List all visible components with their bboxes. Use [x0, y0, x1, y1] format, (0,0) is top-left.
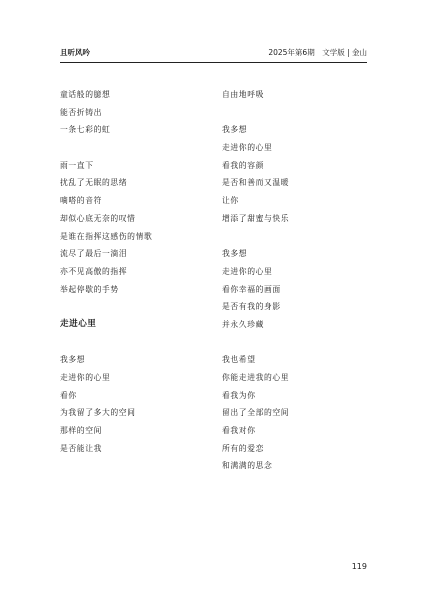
poem-line: 留出了全部的空间 — [222, 408, 290, 418]
poem-line: 为我留了多大的空间 — [60, 408, 136, 418]
stanza-spacer — [60, 298, 210, 316]
running-header — [60, 44, 367, 60]
poem-line: 走进你的心里 — [222, 143, 273, 153]
section-name: 且听风吟 — [60, 47, 90, 57]
poem-stanza — [222, 121, 372, 227]
left-column — [60, 86, 210, 457]
poem-line: 走进你的心里 — [222, 266, 273, 276]
poem-line: 举起停歇的手势 — [60, 284, 119, 294]
poem-line: 是否和善而又温暖 — [222, 178, 290, 188]
poem-line: 一条七彩的虹 — [60, 125, 111, 135]
stanza-spacer — [60, 139, 210, 157]
poem-line: 能否折铸出 — [60, 107, 102, 117]
stanza-spacer — [222, 104, 372, 122]
poem-stanza — [222, 351, 372, 475]
poem-line: 增添了甜蜜与快乐 — [222, 213, 290, 223]
poem-line: 嘀嗒的音符 — [60, 196, 102, 206]
page-number: 119 — [351, 562, 367, 571]
poem-line: 自由地呼吸 — [222, 90, 264, 99]
right-column — [222, 86, 372, 475]
poem-line: 我多想 — [60, 355, 86, 365]
poem-line: 我也希望 — [222, 355, 256, 365]
poem-line: 看你幸福的画面 — [222, 284, 281, 294]
poem-line: 走进你的心里 — [60, 373, 111, 382]
stanza-spacer — [222, 334, 372, 352]
stanza-spacer — [222, 228, 372, 246]
poem-line: 和满满的思念 — [222, 461, 273, 471]
poem-stanza — [60, 351, 210, 457]
stanza-spacer — [60, 334, 210, 352]
poem-stanza — [222, 86, 372, 104]
poem-line: 所有的爱恋 — [222, 443, 264, 453]
poem-line: 是否能让我 — [60, 443, 102, 453]
poem-title: 走进心里 — [60, 318, 97, 329]
poem-line: 流尽了最后一滴泪 — [60, 249, 128, 259]
poem-line: 看我对你 — [222, 426, 256, 436]
poem-line: 是谁在指挥这感伤的情歌 — [60, 231, 153, 241]
poem-line: 是否有我的身影 — [222, 302, 281, 312]
poem-line: 你能走进我的心里 — [222, 373, 290, 382]
poem-line: 让你 — [222, 196, 239, 206]
poem-line: 看我为你 — [222, 390, 256, 400]
poem-stanza — [222, 245, 372, 333]
poem-line: 并永久珍藏 — [222, 319, 264, 329]
poem-line: 扰乱了无眠的思绪 — [60, 178, 128, 188]
poem-line: 雨一直下 — [60, 160, 94, 170]
poem-line: 童话般的臆想 — [60, 90, 111, 99]
poem-line: 那样的空间 — [60, 426, 102, 436]
poem-line: 看我的容颜 — [222, 160, 264, 170]
poem-stanza — [60, 157, 210, 299]
poem-line: 亦不见高傲的指挥 — [60, 266, 128, 276]
header-divider — [60, 62, 367, 63]
poem-line: 我多想 — [222, 249, 248, 259]
poem-line: 却似心底无奈的叹惜 — [60, 213, 136, 223]
poem-line: 看你 — [60, 390, 77, 400]
issue-info: 2025年第6期 文学版 | 金山 — [268, 47, 367, 57]
poem-line: 我多想 — [222, 125, 248, 135]
poem-stanza — [60, 86, 210, 139]
